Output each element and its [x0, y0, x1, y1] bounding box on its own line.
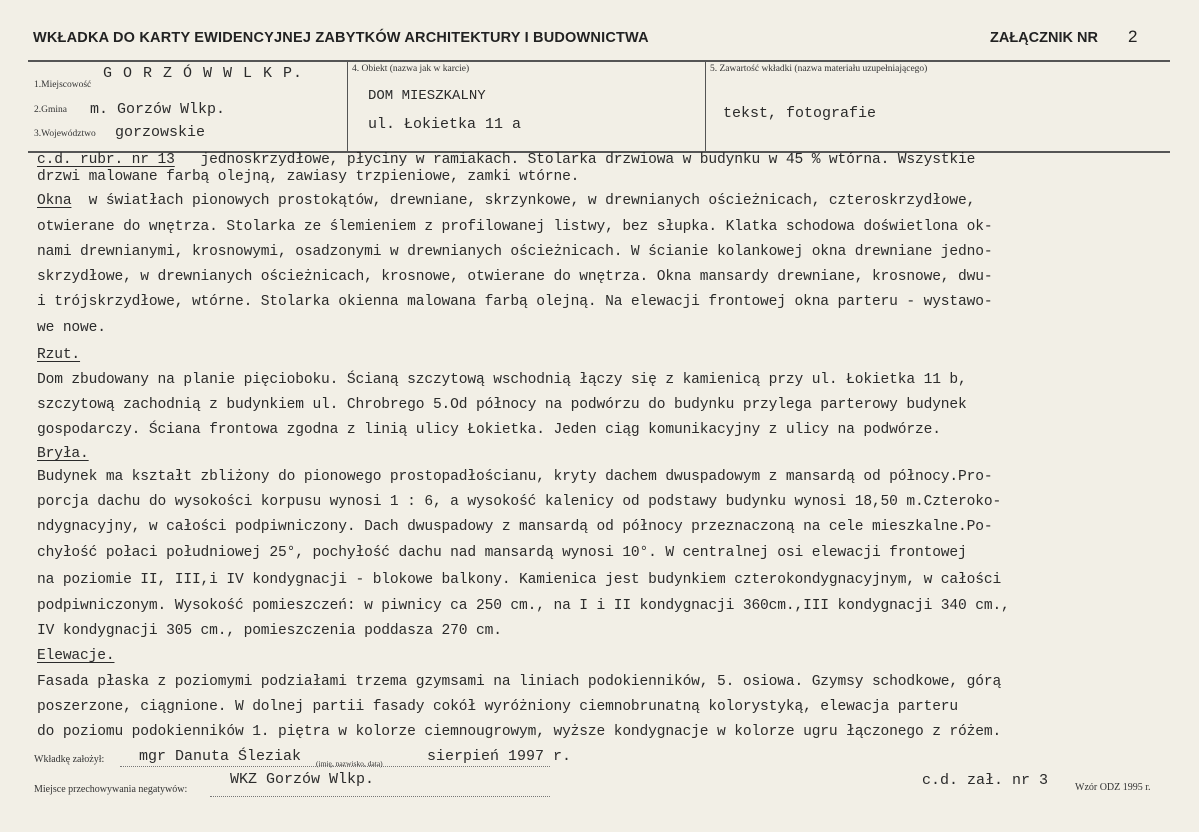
- body-line-16: ndygnacyjny, w całości podpiwniczony. Dach dwuspadowy z mansardą od północy przeznaczoną na cele mieszkalne.Po-: [37, 519, 993, 535]
- form-title: WKŁADKA DO KARTY EWIDENCYJNEJ ZABYTKÓW ARCHITEKTURY I BUDOWNICTWA: [33, 30, 649, 46]
- gmina-value: m. Gorzów Wlkp.: [90, 101, 226, 118]
- zalozyl-value: mgr Danuta Śleziak: [139, 748, 302, 765]
- attachment-label: ZAŁĄCZNIK NR: [990, 30, 1098, 46]
- elewacje-heading: Elewacje.: [37, 648, 115, 664]
- divider-4: [347, 60, 348, 152]
- body-line-12: gospodarczy. Ściana frontowa zgodna z linią ulicy Łokietka. Jeden ciąg komunikacyjny z ulicy na podwórze.: [37, 422, 941, 438]
- form-code: Wzór ODZ 1995 r.: [1075, 782, 1151, 793]
- body-line-3: [37, 193, 975, 209]
- zalozyl-label: Wkładkę założył:: [34, 754, 105, 765]
- rzut-heading: Rzut.: [37, 347, 81, 363]
- body-line-20: IV kondygnacji 305 cm., pomieszczenia poddasza 270 cm.: [37, 623, 502, 639]
- bryla-heading: Bryła.: [37, 446, 89, 462]
- negatives-dotted-line: [210, 796, 550, 797]
- miejscowosc-value: G O R Z Ó W W L K P.: [103, 65, 304, 82]
- wojewodztwo-label: 3.Województwo: [34, 129, 96, 139]
- body-line-6: skrzydłowe, w drewnianych ościeżnicach, krosnowe, otwierane do wnętrza. Okna mansardy drewniane, krosnowe, dwu-: [37, 269, 993, 285]
- attachment-number: 2: [1128, 27, 1138, 46]
- obiekt-label: 4. Obiekt (nazwa jak w karcie): [352, 64, 470, 74]
- okna-heading: Okna: [37, 193, 72, 209]
- body-line-18: na poziomie II, III,i IV kondygnacji - blokowe balkony. Kamienica jest budynkiem czterokondygnacyjnym, w całości: [37, 572, 1002, 588]
- body-line-17: chyłość połaci południowej 25°, pochyłość dachu nad mansardą wynosi 10°. W centralnej osi elewacji frontowej: [37, 545, 967, 561]
- continuation-label: c.d. rubr. nr 13: [37, 152, 175, 168]
- body-line-23: poszerzone, ciągnione. W dolnej partii fasady cokół wyróżniony ciemnobrunatną kolorystyką, elewacja parteru: [37, 699, 959, 715]
- body-line-15: porcja dachu do wysokości korpusu wynosi 1 : 6, a wysokość kalenicy od podstawy budynku wynosi 18,50 m.Czteroko-: [37, 494, 1002, 510]
- wojewodztwo-value: gorzowskie: [115, 124, 206, 141]
- body-line-1: [37, 152, 975, 168]
- gmina-label: 2.Gmina: [34, 105, 67, 115]
- zalozyl-hint: (imię, nazwisko, data): [316, 759, 383, 768]
- continuation-ref: c.d. zał. nr 3: [922, 772, 1049, 789]
- zawartosc-value: tekst, fotografie: [723, 105, 877, 122]
- body-line-5: nami drewnianymi, krosnowymi, osadzonymi w drewnianych ościeżnicach. W ścianie kolankowej okna drewniane jedno-: [37, 244, 993, 260]
- body-line-22: Fasada płaska z poziomymi podziałami trzema gzymsami na liniach podokienników, 5. osiowa. Gzymsy schodkowe, górą: [37, 674, 1002, 690]
- body-line-10: Dom zbudowany na planie pięcioboku. Ścianą szczytową wschodnią łączy się z kamienicą przy ul. Łokietka 11 b,: [37, 372, 967, 388]
- negatives-value: WKZ Gorzów Wlkp.: [230, 771, 375, 788]
- obiekt-address: ul. Łokietka 11 a: [368, 116, 522, 133]
- date-value: sierpień 1997 r.: [427, 748, 572, 765]
- continuation-text: jednoskrzydłowe, płyciny w ramiakach. Stolarka drzwiowa w budynku w 45 % wtórna. Wszystkie: [200, 152, 976, 168]
- miejscowosc-label: 1.Miejscowość: [34, 80, 92, 90]
- okna-text: w światłach pionowych prostokątów, drewniane, skrzynkowe, w drewnianych ościeżnicach, czteroskrzydłowe,: [88, 193, 976, 209]
- body-line-4: otwierane do wnętrza. Stolarka ze ślemieniem z profilowanej listwy, bez słupka. Klatka schodowa doświetlona ok-: [37, 219, 993, 235]
- zawartosc-label: 5. Zawartość wkładki (nazwa materiału uzupełniającego): [710, 64, 928, 74]
- top-rule: [28, 60, 1170, 62]
- obiekt-name: DOM MIESZKALNY: [368, 88, 486, 104]
- body-line-7: i trójskrzydłowe, wtórne. Stolarka okienna malowana farbą olejną. Na elewacji frontowej okna parteru - wystawo-: [37, 294, 993, 310]
- body-line-8: we nowe.: [37, 320, 106, 336]
- body-line-11: szczytową zachodnią z budynkiem ul. Chrobrego 5.Od północy na podwórzu do budynku przylega parterowy budynek: [37, 397, 967, 413]
- body-line-2: drzwi malowane farbą olejną, zawiasy trzpieniowe, zamki wtórne.: [37, 169, 580, 185]
- divider-5: [705, 60, 706, 152]
- body-line-14: Budynek ma kształt zbliżony do pionowego prostopadłościanu, kryty dachem dwuspadowym z mansardą od północy.Pro-: [37, 469, 993, 485]
- body-line-24: do poziomu podokienników 1. piętra w kolorze ciemnougrowym, wyższe kondygnacje w kolorze ugru łączonego z różem.: [37, 724, 1002, 740]
- body-line-19: podpiwniczonym. Wysokość pomieszczeń: w piwnicy ca 250 cm., na I i II kondygnacji 360cm.,III kondygnacji 340 cm.,: [37, 598, 1010, 614]
- negatives-label: Miejsce przechowywania negatywów:: [34, 784, 188, 795]
